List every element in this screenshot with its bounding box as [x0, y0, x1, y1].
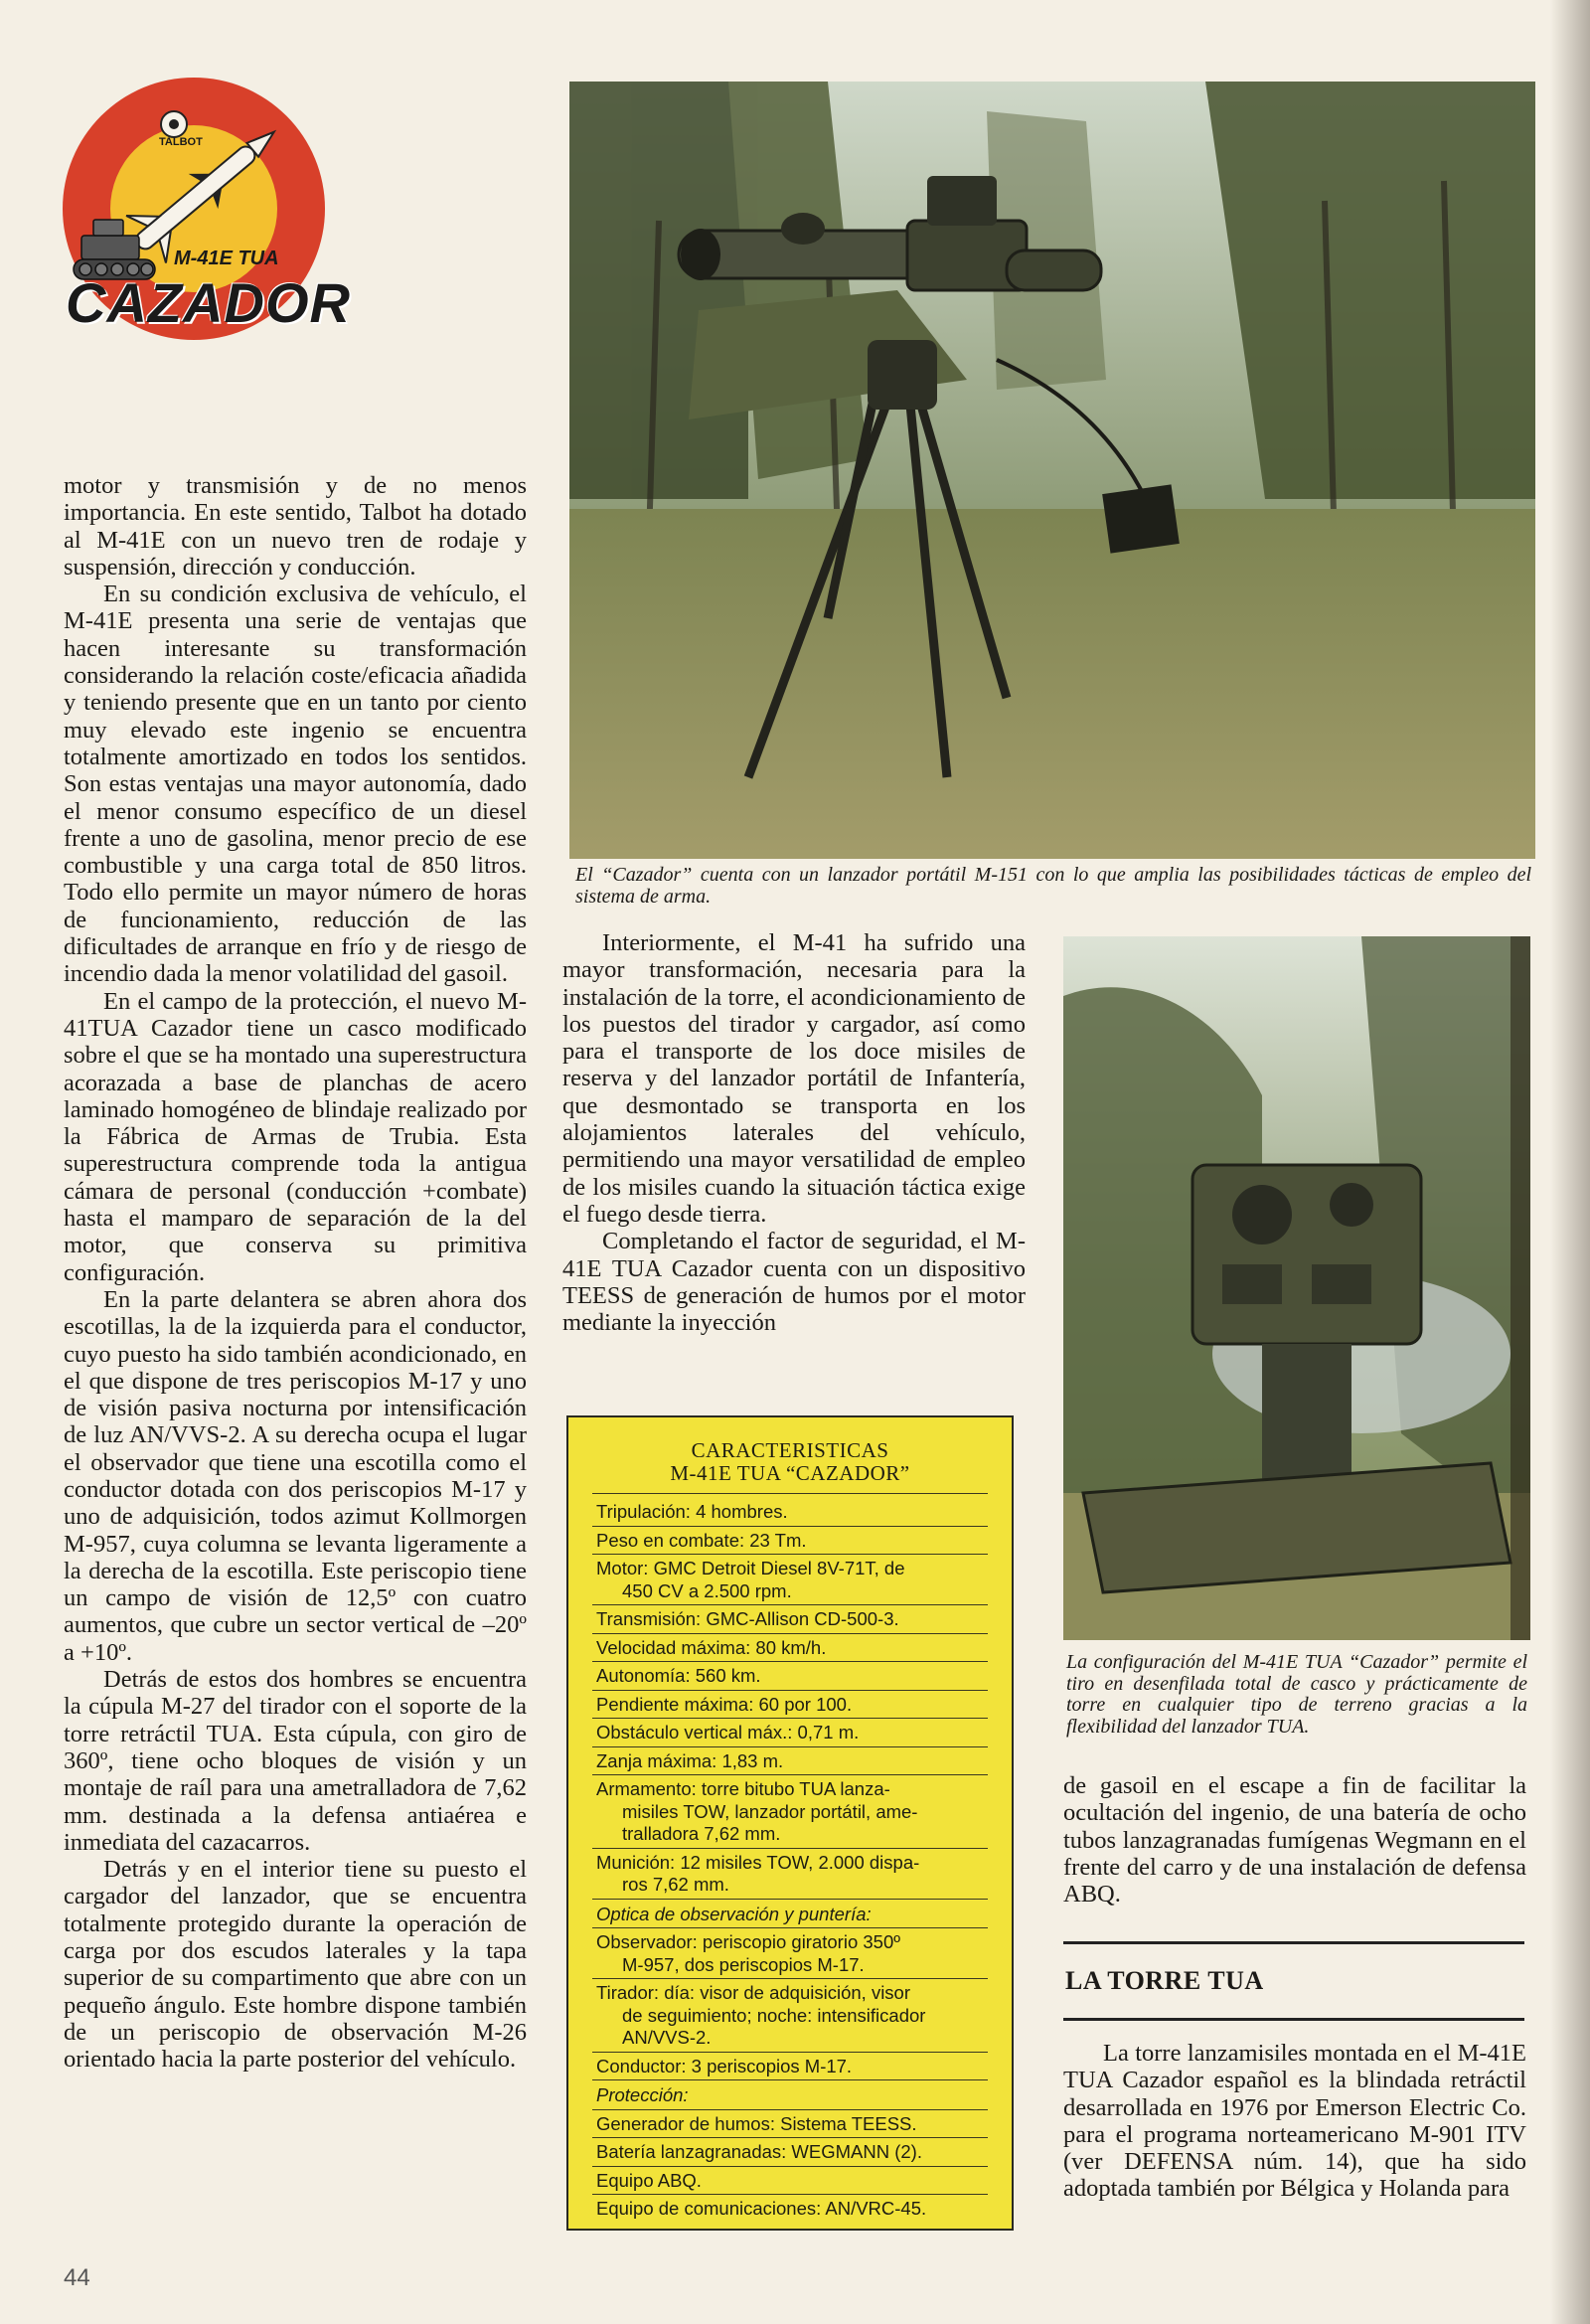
section-heading [1063, 1941, 1524, 2021]
logo-brand: TALBOT [159, 136, 203, 148]
paragraph: de gasoil en el escape a fin de facilitar la ocultación del ingenio, de una batería de ocho tubos lanzagranadas fumígenas Wegmann en el frente del carro y de una instalación de defensa ABQ. [1063, 1772, 1526, 1909]
spec-row: Velocidad máxima: 80 km/h. [592, 1634, 988, 1663]
photo-caption-right: La configuración del M-41E TUA “Cazador” permite el tiro en desenfilada total de casco y prácticamente de torre en cualquier tipo de terreno gracias a la flexibilidad del lanzador TUA. [1066, 1651, 1527, 1738]
spec-row: Peso en combate: 23 Tm. [592, 1527, 988, 1556]
spec-row-text: Tirador: día: visor de adquisición, visor [596, 1982, 911, 2003]
spec-row-continuation: AN/VVS-2. [622, 2027, 712, 2048]
spec-row: Obstáculo vertical máx.: 0,71 m. [592, 1719, 988, 1747]
column-middle [562, 929, 1026, 1336]
section-title: LA TORRE TUA [1065, 1966, 1264, 1995]
spec-row-text: Munición: 12 misiles TOW, 2.000 dispa- [596, 1851, 920, 1873]
spec-row-text: Motor: GMC Detroit Diesel 8V-71T, de [596, 1558, 905, 1578]
spec-row: Batería lanzagranadas: WEGMANN (2). [592, 2138, 988, 2167]
paragraph: Detrás y en el interior tiene su puesto el cargador del lanzador, que se encuentra totalmente protegido durante la operación de carga por dos escudos laterales y la tapa superior de su compartimento que abre con un pequeño ángulo. Este hombre dispone también de un periscopio de observación M-26 orientado hacia la parte posterior del vehículo. [64, 1856, 527, 2074]
photo-launcher-tripod [569, 82, 1535, 859]
page-edge-shadow [1550, 0, 1590, 2324]
paragraph: En el campo de la protección, el nuevo M-41TUA Cazador tiene un casco modificado sobre el que se ha montado una superestructura acorazada a base de planchas de acero laminado homogéneo de blindaje realizado por la Fábrica de Armas de Trubia. Esta superestructura comprende toda la antigua cámara de personal (conducción +combate) hasta el mamparo de separación de la del motor, que conserva su primitiva configuración. [64, 987, 527, 1286]
spec-row: Equipo de comunicaciones: AN/VRC-45. [596, 2198, 927, 2219]
spec-row: Pendiente máxima: 60 por 100. [592, 1691, 988, 1720]
specifications-box [566, 1415, 1014, 2231]
spec-row: Tripulación: 4 hombres. [592, 1498, 988, 1527]
spec-row-text: Armamento: torre bitubo TUA lanza- [596, 1778, 890, 1799]
spec-row: Transmisión: GMC-Allison CD-500-3. [592, 1605, 988, 1634]
spec-row-continuation: ros 7,62 mm. [622, 1874, 729, 1895]
page-number: 44 [64, 2264, 90, 2291]
spec-row-continuation: 450 CV a 2.500 rpm. [622, 1579, 792, 1601]
logo-title: CAZADOR [66, 271, 351, 334]
specs-title-1: CARACTERISTICAS [691, 1438, 889, 1462]
paragraph: La torre lanzamisiles montada en el M-41E TUA Cazador español es la blindada retráctil desarrollada en 1976 por Emerson Electric Co. para el programa norteamericano M-901 ITV (ver DEFENSA núm. 14), que ha sido adoptada también por Bélgica y Holanda para [1063, 2040, 1526, 2203]
logo-subtitle: M-41E TUA [174, 248, 279, 269]
paragraph: En su condición exclusiva de vehículo, el M-41E presenta una serie de ventajas que hacen interesante su transformación considerando la relación coste/eficacia añadida y teniendo presente que en un tanto por ciento muy elevado este ingenio se encuentra totalmente amortizado en todos los sentidos. Son estas ventajas una mayor autonomía, dado el menor consumo específico de un diesel frente a uno de gasolina, menor precio de ese combustible y una carga total de 850 litros. Todo ello permite un mayor número de horas de funcionamiento, reducción de las dificultades de arranque en frío y de riesgo de incendio dada la menor volatilidad del gasoil. [64, 581, 527, 988]
spec-row-continuation: tralladora 7,62 mm. [622, 1823, 781, 1844]
spec-row [592, 1555, 988, 1605]
spec-row: Zanja máxima: 1,83 m. [592, 1747, 988, 1776]
column-right-section [1063, 2040, 1526, 2203]
spec-row-text: Observador: periscopio giratorio 350º [596, 1931, 900, 1952]
spec-row [592, 1775, 988, 1849]
spec-row-continuation: misiles TOW, lanzador portátil, ame- [622, 1800, 918, 1822]
specs-title-2: M-41E TUA “CAZADOR” [670, 1461, 910, 1485]
spec-row: Generador de humos: Sistema TEESS. [592, 2110, 988, 2139]
protection-heading: Protección: [592, 2080, 988, 2110]
paragraph: Completando el factor de seguridad, el M-41E TUA Cazador cuenta con un dispositivo TEESS de generación de humos por el motor mediante la inyección [562, 1228, 1026, 1337]
paragraph: Interiormente, el M-41 ha sufrido una mayor transformación, necesaria para la instalación de la torre, el acondicionamiento de los puestos del tirador y cargador, así como para el transporte de los doce misiles de reserva y del lanzador portátil de Infantería, que desmontado se transporta en los alojamientos laterales del vehículo, permitiendo una mayor versatilidad de empleo de los misiles cuando la situación táctica exige el fuego desde tierra. [562, 929, 1026, 1228]
photo-caption-top: El “Cazador” cuenta con un lanzador portátil M-151 con lo que amplia las posibilidades tácticas de empleo del sistema de arma. [575, 864, 1531, 908]
spec-row: Conductor: 3 periscopios M-17. [592, 2053, 988, 2081]
photo-tua-turret [1063, 936, 1530, 1640]
divider [592, 1493, 988, 1494]
column-right [1063, 1772, 1526, 1908]
spec-row-continuation: de seguimiento; noche: intensificador [622, 2004, 926, 2026]
paragraph: motor y transmisión y de no menos importancia. En este sentido, Talbot ha dotado al M-41E con un nuevo tren de rodaje y suspensión, dirección y conducción. [64, 472, 527, 581]
spec-row: Autonomía: 560 km. [592, 1662, 988, 1691]
spec-row-continuation: M-957, dos periscopios M-17. [622, 1953, 865, 1975]
paragraph: Detrás de estos dos hombres se encuentra la cúpula M-27 del tirador con el soporte de la torre retráctil TUA. Esta cúpula, con giro de 360º, tiene ocho bloques de visión y un montaje de raíl para una ametralladora de 7,62 mm. destinada a la defensa antiaérea e inmediata del cazacarros. [64, 1666, 527, 1856]
spec-row [592, 1979, 988, 2053]
spec-row [592, 1928, 988, 1979]
spec-row: Equipo ABQ. [592, 2167, 988, 2196]
column-left [64, 472, 527, 2074]
paragraph: En la parte delantera se abren ahora dos escotillas, la de la izquierda para el conductor, cuyo puesto ha sido también acondicionado, en el que dispone de tres periscopios M-17 y uno de visión pasiva nocturna por intensificación de luz AN/VVS-2. A su derecha ocupa el lugar el observador que tiene una escotilla como el conductor dotada con dos periscopios M-17 y uno de adquisición, todos azimut Kollmorgen M-957, cuya columna se levanta ligeramente a la derecha de la escotilla. Este periscopio tiene un campo de visión de 12,5º con cuatro aumentos, que cubre un sector vertical de –20º a +10º. [64, 1285, 527, 1666]
spec-row [592, 1849, 988, 1900]
optics-heading: Optica de observación y puntería: [592, 1900, 988, 1929]
